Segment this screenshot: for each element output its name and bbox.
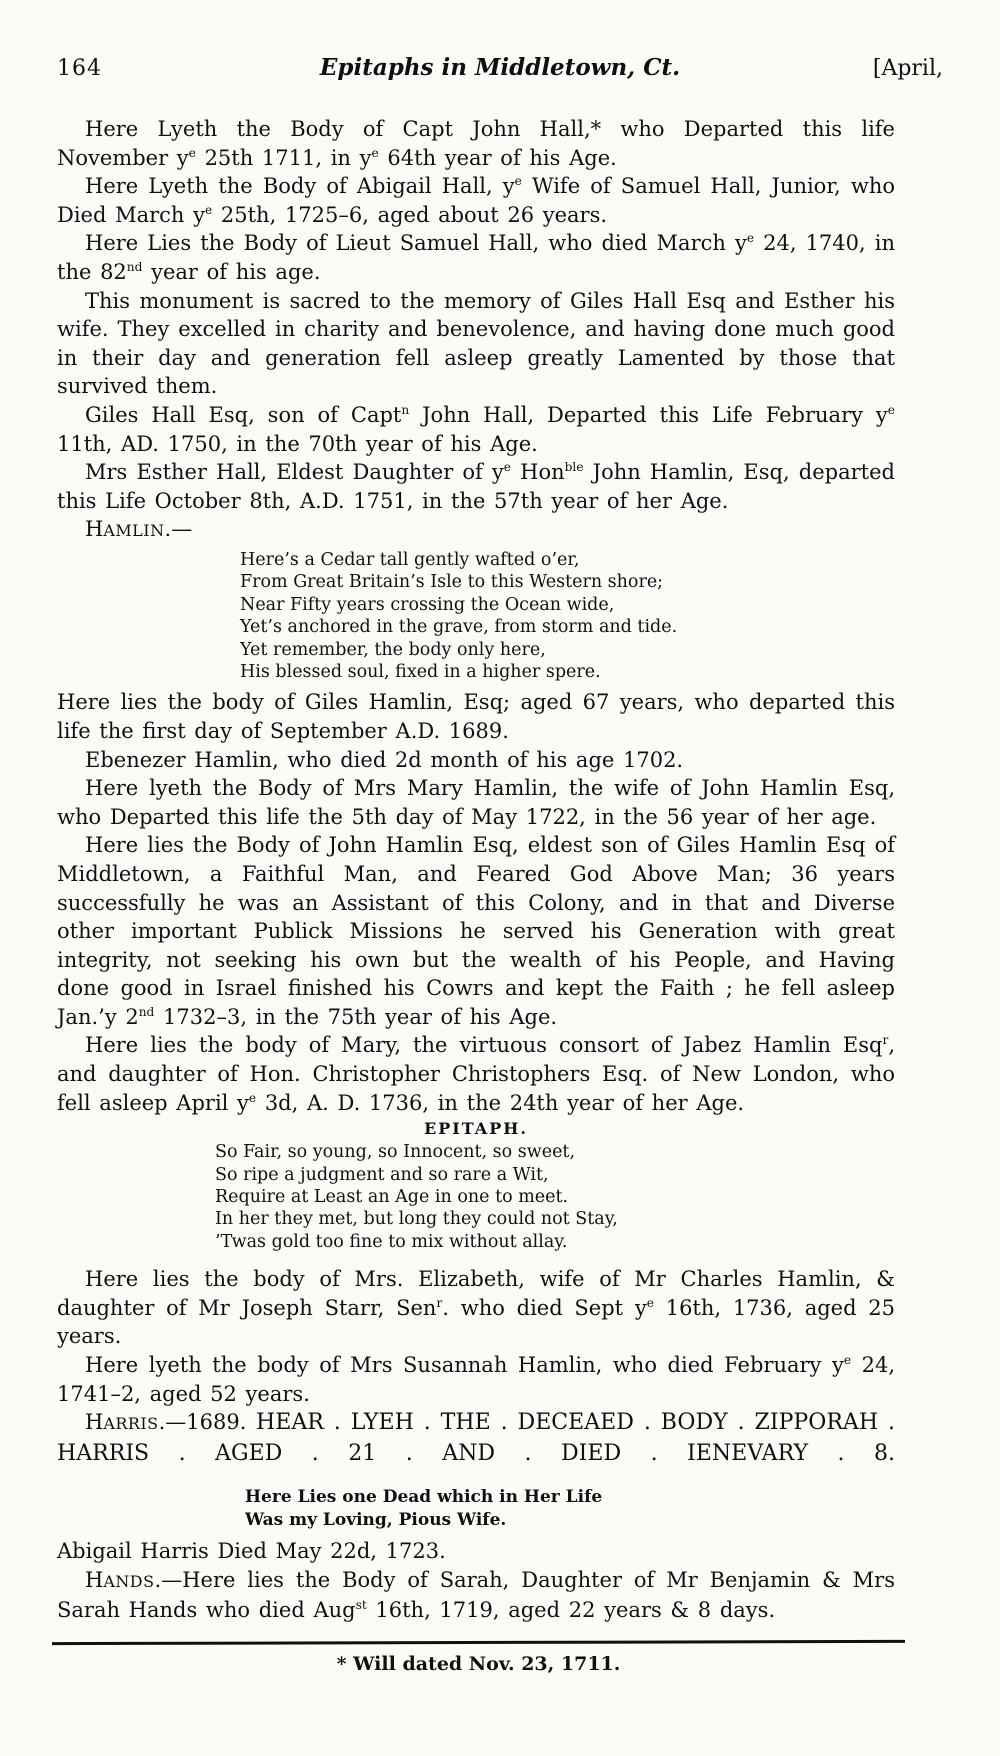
hamlin-verse bbox=[240, 549, 895, 683]
surname-heading-hamlin: HAMLIN.— bbox=[85, 517, 193, 542]
page-number: 164 bbox=[57, 56, 102, 81]
verse-line: From Great Britain’s Isle to this Western shore; bbox=[240, 572, 664, 593]
verse-line: Yet’s anchored in the grave, from storm and tide. bbox=[240, 617, 678, 638]
epitaph-giles-hall-esq: Giles Hall Esq, son of Capt$^n$ John Hall, Departed this Life February $y^e$ 11th, AD. 1750, in the 70th year of his Age. bbox=[57, 402, 895, 456]
epitaph-abigail-hall: Here Lyeth the Body of Abigail Hall, $y^e$ Wife of Samuel Hall, Junior, who Died March $y^e$ 25th, 1725–6, aged about 26 years. bbox=[57, 174, 895, 227]
epitaph-abigail-harris: Abigail Harris Died May 22d, 1723. bbox=[57, 1539, 446, 1564]
epitaph-heading: EPITAPH. bbox=[424, 1119, 528, 1139]
harris-verse bbox=[245, 1486, 895, 1531]
epitaph-giles-esther-hall-monument: This monument is sacred to the memory of Giles Hall Esq and Esther his wife. They excelled in charity and benevolence, and having done much good in their day and generation fell asleep greatly Lamented by those that survived them. bbox=[57, 288, 895, 399]
epitaph-susannah-hamlin: Here lyeth the body of Mrs Susannah Hamlin, who died February $y^e$ 24, 1741–2, aged 52 years. bbox=[57, 1353, 896, 1406]
epitaph-mary-jabez-hamlin: Here lies the body of Mary, the virtuous consort of Jabez Hamlin Esq$^r$, and daughter of Hon. Christopher Christophers Esq. of New London, who fell asleep April $y^e$ 3d, A. D. 1736, in the 24th year of her Age. bbox=[57, 1033, 895, 1115]
verse-line: So Fair, so young, so Innocent, so sweet, bbox=[215, 1142, 576, 1163]
verse-line: Here’s a Cedar tall gently wafted o’er, bbox=[240, 549, 580, 570]
verse-line: Here Lies one Dead which in Her Life bbox=[245, 1487, 603, 1508]
epitaph-capt-john-hall: Here Lyeth the Body of Capt John Hall,* who Departed this life November $y^e$ 25th 1711, in $y^e$ 64th year of his Age. bbox=[57, 117, 895, 170]
running-head bbox=[57, 54, 943, 81]
epitaph-esther-hall: Mrs Esther Hall, Eldest Daughter of $y^e$ Hon$^{ble}$ John Hamlin, Esq, departed this Life October 8th, A.D. 1751, in the 57th year of her Age. bbox=[57, 460, 895, 513]
running-title: Epitaphs in Middletown, Ct. bbox=[319, 54, 681, 81]
epitaph-elizabeth-hamlin: Here lies the body of Mrs. Elizabeth, wife of Mr Charles Hamlin, & daughter of Mr Joseph Starr, Sen$^r$. who died Sept $y^e$ 16th, 1736, aged 25 years. bbox=[57, 1267, 896, 1349]
footnote-rule bbox=[52, 1640, 905, 1645]
epitaph-john-hamlin: Here lies the Body of John Hamlin Esq, eldest son of Giles Hamlin Esq of Middletown, a Faithful Man, and Feared God Above Man; 36 years successfully he was an Assistant of this Colony, and in that and Diverse other important Publick Missions he served his Generation with great integrity, not seeking his own but the wealth of his People, and Having done good in Israel finished his Cowrs and kept the Faith ; he fell asleep Jan.’y 2nd 1732–3, in the 75th year of his Age. bbox=[57, 833, 895, 1029]
verse-line: ’Twas gold too fine to mix without allay. bbox=[215, 1231, 568, 1252]
surname-heading-hands-epitaph-sarah: HANDS.—Here lies the Body of Sarah, Daughter of Mr Benjamin & Mrs Sarah Hands who died Aug$^{st}$ 16th, 1719, aged 22 years & 8 days. bbox=[57, 1567, 895, 1623]
verse-line: His blessed soul, fixed in a higher spere. bbox=[240, 661, 601, 682]
issue-date-label: [April, bbox=[872, 56, 943, 81]
verse-line: Near Fifty years crossing the Ocean wide, bbox=[240, 594, 615, 615]
epitaph-lieut-samuel-hall: Here Lies the Body of Lieut Samuel Hall, who died March $y^e$ 24, 1740, in the 82nd year of his age. bbox=[57, 231, 895, 284]
footnote-text: * Will dated Nov. 23, 1711. bbox=[336, 1653, 621, 1676]
verse-line: Was my Loving, Pious Wife. bbox=[245, 1509, 507, 1530]
verse-line: Yet remember, the body only here, bbox=[240, 639, 546, 660]
epitaph-giles-hamlin: Here lies the body of Giles Hamlin, Esq; aged 67 years, who departed this life the first day of September A.D. 1689. bbox=[57, 690, 895, 743]
page-body bbox=[57, 115, 895, 1625]
elizabeth-verse bbox=[215, 1141, 895, 1253]
surname-heading-harris-inscription: HARRIS.—1689. HEAR . LYEH . THE . DECEAED . BODY . ZIPPORAH . HARRIS . AGED . 21 . AND . DIED . IENEVARY . 8. bbox=[57, 1410, 895, 1466]
epitaph-mary-hamlin: Here lyeth the Body of Mrs Mary Hamlin, the wife of John Hamlin Esq, who Departed this life the 5th day of May 1722, in the 56 year of her age. bbox=[57, 776, 895, 829]
verse-line: In her they met, but long they could not Stay, bbox=[215, 1209, 618, 1230]
footnote bbox=[52, 1641, 905, 1675]
verse-line: Require at Least an Age in one to meet. bbox=[215, 1187, 569, 1208]
epitaph-ebenezer-hamlin: Ebenezer Hamlin, who died 2d month of his age 1702. bbox=[85, 747, 684, 772]
verse-line: So ripe a judgment and so rare a Wit, bbox=[215, 1164, 549, 1185]
